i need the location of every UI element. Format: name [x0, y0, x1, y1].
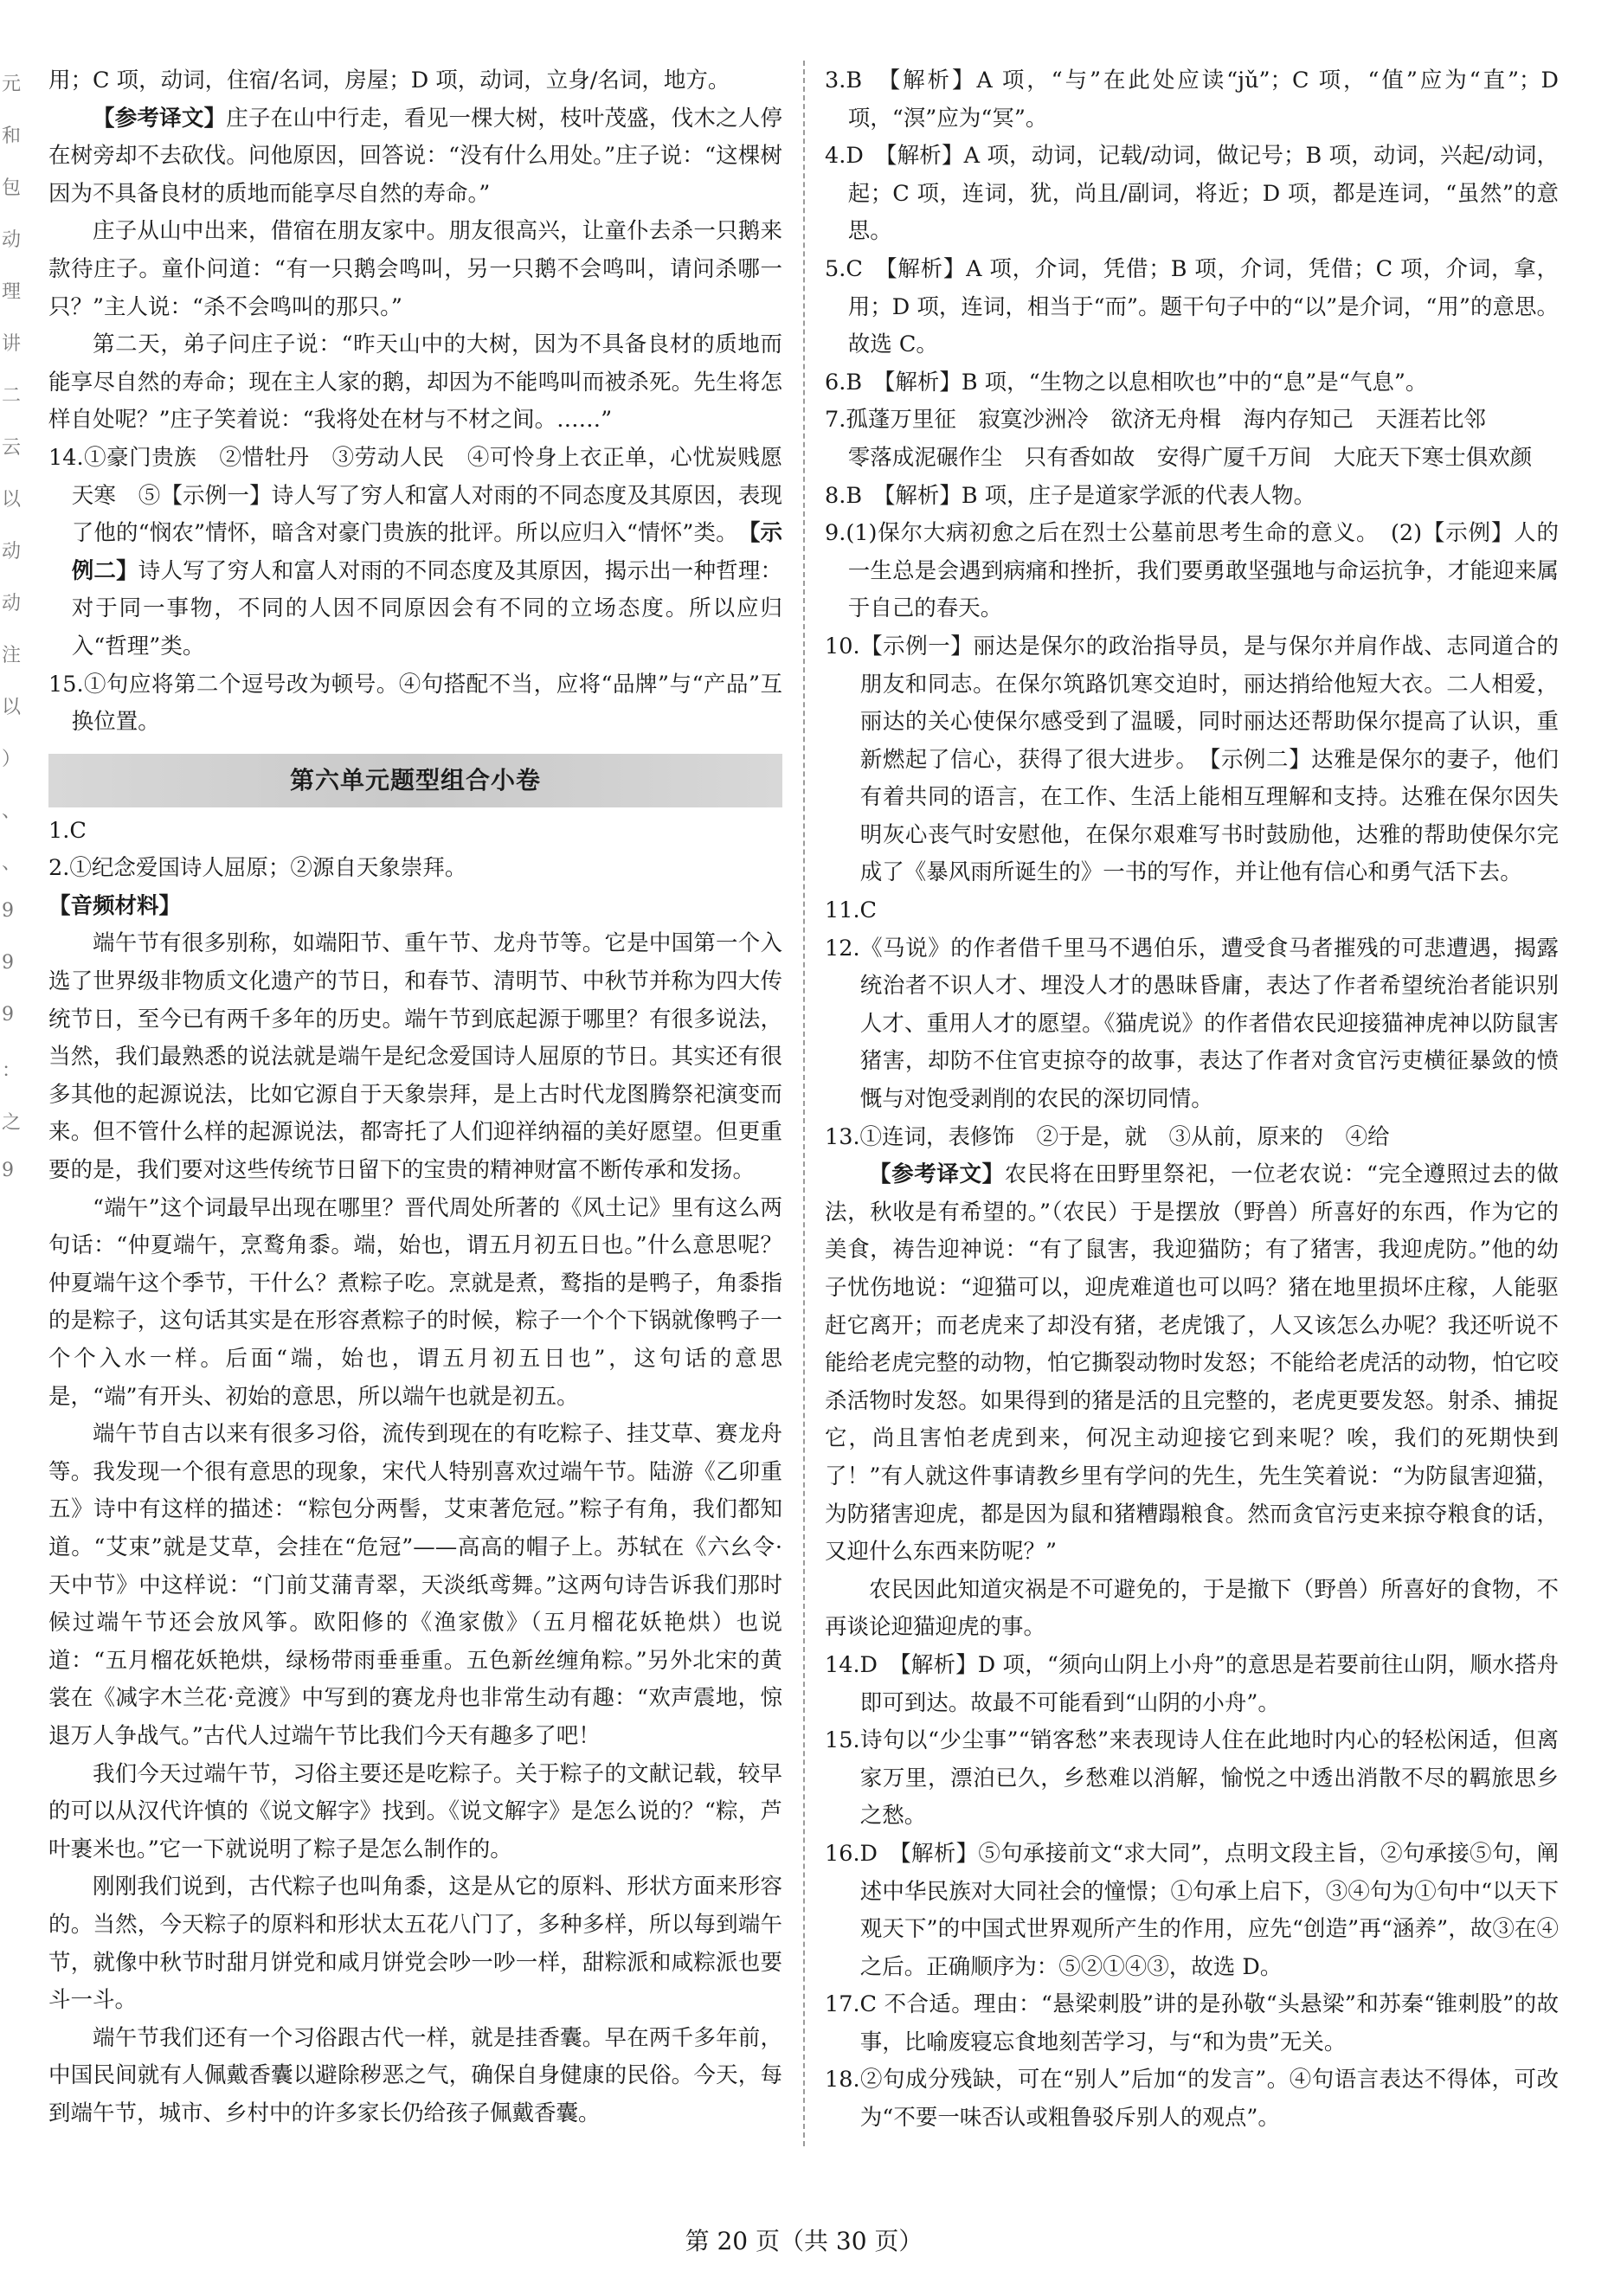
- answer-15: 15.①句应将第二个逗号改为顿号。④句搭配不当，应将“品牌”与“产品”互换位置。: [48, 671, 782, 736]
- audio-paragraph: 端午节有很多别称，如端阳节、重午节、龙舟节等。它是中国第一个入选了世界级非物质文化遗产的节日，和春节、清明节、中秋节并称为四大传统节日，至今已有两千多年的历史。端午节到底起源于哪里？有很多说法，当然，我们最熟悉的说法就是端午是纪念爱国诗人屈原的节日。其实还有很多其他的起源说法，比如它源自于天象崇拜，是上古时代龙图腾祭祀演变而来。但不管什么样的起源说法，都寄托了人们迎祥纳福的美好愿望。但更重要的是，我们要对这些传统节日留下的宝贵的精神财富不断传承和发扬。: [48, 930, 782, 1184]
- margin-char: 、: [2, 801, 22, 822]
- audio-material-label: 【音频材料】: [48, 892, 182, 919]
- margin-char: 元: [2, 74, 22, 95]
- audio-paragraph: 刚刚我们说到，古代粽子也叫角黍，这是从它的原料、形状方面来形容的。当然，今天粽子的原料和形状太五花八门了，多种多样，所以每到端午节，就像中秋节时甜月饼党和咸月饼党会吵一吵一样，甜粽派和咸粽派也要斗一斗。: [48, 1874, 782, 2014]
- example-tag: 【示例二】: [71, 520, 782, 584]
- answer-12: 12.《马说》的作者借千里马不遇伯乐，遭受食马者摧残的可悲遭遇，揭露统治者不识人才、埋没人才的愚昧昏庸，表达了作者希望统治者能识别人才、重用人才的愿望。《猫虎说》的作者借农民迎接猫神虎神以防鼠害猪害，却防不住官吏掠夺的故事，表达了作者对贪官污吏横征暴敛的愤慨与对饱受剥削的农民的深切同情。: [825, 935, 1559, 1113]
- answer-15: 15.诗句以“少尘事”“销客愁”来表现诗人住在此地时内心的轻松闲适，但离家万里，漂泊已久，乡愁难以消解，愉悦之中透出消散不尽的羁旅思乡之愁。: [825, 1727, 1559, 1830]
- column-divider: [803, 61, 805, 2146]
- section-title: 第六单元题型组合小卷: [48, 754, 782, 807]
- margin-char: 注: [2, 645, 22, 666]
- margin-char: 动: [2, 541, 22, 563]
- margin-char: 9: [2, 1004, 14, 1026]
- margin-char: 和: [2, 125, 22, 147]
- answer-2: 2.①纪念爱国诗人屈原；②源自天象崇拜。: [48, 855, 467, 882]
- answer-13: 13.①连词，表修饰 ②于是，就 ③从前，原来的 ④给: [825, 1123, 1390, 1150]
- translation-tag: 【参考译文】: [869, 1161, 1005, 1188]
- answer-7-line1: 7.孤蓬万里征 寂寞沙洲冷 欲济无舟楫 海内存知己 天涯若比邻: [825, 407, 1486, 434]
- margin-char: 、: [2, 852, 22, 874]
- translation-tag: 【参考译文】: [93, 105, 227, 132]
- margin-char: 9: [2, 900, 14, 922]
- audio-paragraph: 端午节自古以来有很多习俗，流传到现在的有吃粽子、挂艾草、赛龙舟等。我发现一个很有意思的现象，宋代人特别喜欢过端午节。陆游《乙卯重五》诗中有这样的描述：“粽包分两髻，艾束著危冠。”粽子有角，我们都知道。“艾束”就是艾草，会挂在“危冠”——高高的帽子上。苏轼在《六幺令·天中节》中这样说：“门前艾蒲青翠，天淡纸鸢舞。”这两句诗告诉我们那时候过端午节还会放风筝。欧阳修的《渔家傲》（五月榴花妖艳烘）也说道：“五月榴花妖艳烘，绿杨带雨垂垂重。五色新丝缠角粽。”另外北宋的黄裳在《减字木兰花·竞渡》中写到的赛龙舟也非常生动有趣：“欢声震地，惊退万人争战气。”古代人过端午节比我们今天有趣多了吧！: [48, 1421, 782, 1749]
- answer-11: 11.C: [825, 897, 878, 924]
- margin-char: ：: [2, 1060, 22, 1082]
- margin-char: 讲: [2, 333, 22, 355]
- margin-char: 以: [2, 489, 22, 511]
- answer-fragment: 用；C 项，动词，住宿/名词，房屋；D 项，动词，立身/名词，地方。: [48, 68, 730, 93]
- left-margin-strip: [0, 0, 22, 2296]
- translation-paragraph: 第二天，弟子问庄子说：“昨天山中的大树，因为不具备良材的质地而能享尽自然的寿命；现在主人家的鹅，却因为不能鸣叫而被杀死。先生将怎样自处呢？”庄子笑着说：“我将处在材与不材之间。……”: [48, 331, 782, 434]
- answer-4: 4.D 【解析】A 项，动词，记载/动词，做记号；B 项，动词，兴起/动词，起；C 项，连词，犹，尚且/副词，将近；D 项，都是连词，“虽然”的意思。: [825, 143, 1559, 245]
- answer-17: 17.C 不合适。理由：“悬梁刺股”讲的是孙敬“头悬梁”和苏秦“锥刺股”的故事，比喻废寝忘食地刻苦学习，与“和为贵”无关。: [825, 1991, 1559, 2055]
- translation-paragraph: 【参考译文】庄子在山中行走，看见一棵大树，枝叶茂盛，伐木之人停在树旁却不去砍伐。问他原因，回答说：“没有什么用处。”庄子说：“这棵树因为不具备良材的质地而能享尽自然的寿命。”: [48, 105, 782, 207]
- answer-14: 14.①豪门贵族 ②惜牡丹 ③劳动人民 ④可怜身上衣正单，心忧炭贱愿天寒 ⑤【示例一】诗人写了穷人和富人对雨的不同态度及其原因，表现了他的“悯农”情怀，暗含对豪门贵族的批评。所以应归入“情怀”类。 【示例二】诗人写了穷人和富人对雨的不同态度及其原因，揭示出一种哲理：对于同一事物，不同的人因不同原因会有不同的立场态度。所以应归入“哲理”类。: [48, 444, 782, 659]
- answer-16: 16.D 【解析】⑤句承接前文“求大同”，点明文段主旨，②句承接⑤句，阐述中华民族对大同社会的憧憬；①句承上启下，③④句为①句中“以天下观天下”的中国式世界观所产生的作用，应先“创造”再“涵养”，故③在④之后。正确顺序为：⑤②①④③，故选 D。: [825, 1840, 1559, 1980]
- page-number: 第 20 页（共 30 页）: [685, 2227, 923, 2255]
- right-column: [825, 62, 1559, 2138]
- translation-paragraph: 【参考译文】农民将在田野里祭祀，一位老农说：“完全遵照过去的做法，秋收是有希望的。”（农民）于是摆放（野兽）所喜好的东西，作为它的美食，祷告迎神说：“有了鼠害，我迎猫防；有了猪害，我迎虎防。”他的幼子忧伤地说：“迎猫可以，迎虎难道也可以吗？猪在地里损坏庄稼，人能驱赶它离开；而老虎来了却没有猪，老虎饿了，人又该怎么办呢？我还听说不能给老虎完整的动物，怕它撕裂动物时发怒；不能给老虎活的动物，怕它咬杀活物时发怒。如果得到的猪是活的且完整的，老虎更要发怒。射杀、捕捉它，尚且害怕老虎到来，何况主动迎接它到来呢？唉，我们的死期快到了！”有人就这件事请教乡里有学问的先生，先生笑着说：“为防鼠害迎猫，为防猪害迎虎，都是因为鼠和猪糟蹋粮食。然而贪官污吏来掠夺粮食的话，又迎什么东西来防呢？”: [825, 1161, 1559, 1566]
- translation-paragraph: 农民因此知道灾祸是不可避免的，于是撤下（野兽）所喜好的食物，不再谈论迎猫迎虎的事。: [825, 1576, 1559, 1641]
- margin-char: 动: [2, 593, 22, 614]
- audio-paragraph: 我们今天过端午节，习俗主要还是吃粽子。关于粽子的文献记载，较早的可以从汉代许慎的《说文解字》找到。《说文解字》是怎么说的？“粽，芦叶裹米也。”它一下就说明了粽子是怎么制作的。: [48, 1760, 782, 1862]
- translation-paragraph: 庄子从山中出来，借宿在朋友家中。朋友很高兴，让童仆去杀一只鹅来款待庄子。童仆问道：“有一只鹅会鸣叫，另一只鹅不会鸣叫，请问杀哪一只？”主人说：“杀不会鸣叫的那只。”: [48, 218, 782, 320]
- margin-char: 9: [2, 1160, 14, 1181]
- margin-char: 9: [2, 952, 14, 974]
- audio-paragraph: 端午节我们还有一个习俗跟古代一样，就是挂香囊。早在两千多年前，中国民间就有人佩戴香囊以避除秽恶之气，确保自身健康的民俗。今天，每到端午节，城市、乡村中的许多家长仍给孩子佩戴香囊。: [48, 2024, 782, 2126]
- margin-char: 包: [2, 177, 22, 199]
- answer-3: 3.B 【解析】A 项，“与”在此处应读“jǔ”；C 项，“值”应为“直”；D 项，“溟”应为“冥”。: [825, 68, 1559, 132]
- answer-10: 10.【示例一】丽达是保尔的政治指导员，是与保尔并肩作战、志同道合的朋友和同志。在保尔筑路饥寒交迫时，丽达捎给他短大衣。二人相爱，丽达的关心使保尔感受到了温暖，同时丽达还帮助保尔提高了认识，重新燃起了信心，获得了很大进步。 【示例二】达雅是保尔的妻子，他们有着共同的语言，在工作、生活上能相互理解和支持。达雅在保尔因失明灰心丧气时安慰他，在保尔艰难写书时鼓励他，达雅的帮助使保尔完成了《暴风雨所诞生的》一书的写作，并让他有信心和勇气活下去。: [825, 633, 1559, 886]
- answer-9: 9.(1)保尔大病初愈之后在烈士公墓前思考生命的意义。 (2)【示例】人的一生总是会遇到病痛和挫折，我们要勇敢坚强地与命运抗争，才能迎来属于自己的春天。: [825, 520, 1559, 622]
- answer-1: 1.C: [48, 817, 87, 844]
- answer-8: 8.B 【解析】B 项，庄子是道家学派的代表人物。: [825, 482, 1316, 509]
- margin-char: 以: [2, 697, 22, 718]
- margin-char: 二: [2, 385, 22, 407]
- answer-7-line2: 零落成泥碾作尘 只有香如故 安得广厦千万间 大庇天下寒士俱欢颜: [847, 444, 1533, 471]
- answer-6: 6.B 【解析】B 项，“生物之以息相吹也”中的“息”是“气息”。: [825, 369, 1428, 396]
- margin-char: 理: [2, 281, 22, 303]
- margin-char: ）: [2, 749, 22, 770]
- answer-5: 5.C 【解析】A 项，介词，凭借；B 项，介词，凭借；C 项，介词，拿，用；D 项，连词，相当于“而”。题干句子中的“以”是介词，“用”的意思。故选 C。: [825, 255, 1559, 358]
- answer-18: 18.②句成分残缺，可在“别人”后加“的发言”。④句语言表达不得体，可改为“不要一味否认或粗鲁驳斥别人的观点”。: [825, 2067, 1559, 2132]
- margin-char: 云: [2, 437, 22, 459]
- answer-14: 14.D 【解析】D 项，“须向山阴上小舟”的意思是若要前往山阴，顺水搭舟即可到达。故最不可能看到“山阴的小舟”。: [825, 1651, 1559, 1716]
- margin-char: 之: [2, 1112, 22, 1134]
- margin-char: 动: [2, 229, 22, 251]
- audio-paragraph: “端午”这个词最早出现在哪里？晋代周处所著的《风土记》里有这么两句话：“仲夏端午，烹鹜角黍。端，始也，谓五月初五日也。”什么意思呢？仲夏端午这个季节，干什么？煮粽子吃。烹就是煮，鹜指的是鸭子，角黍指的是粽子，这句话其实是在形容煮粽子的时候，粽子一个个下锅就像鸭子一个个入水一样。后面“端，始也，谓五月初五日也”，这句话的意思是，“端”有开头、初始的意思，所以端午也就是初五。: [48, 1194, 782, 1410]
- left-column: [48, 62, 782, 2132]
